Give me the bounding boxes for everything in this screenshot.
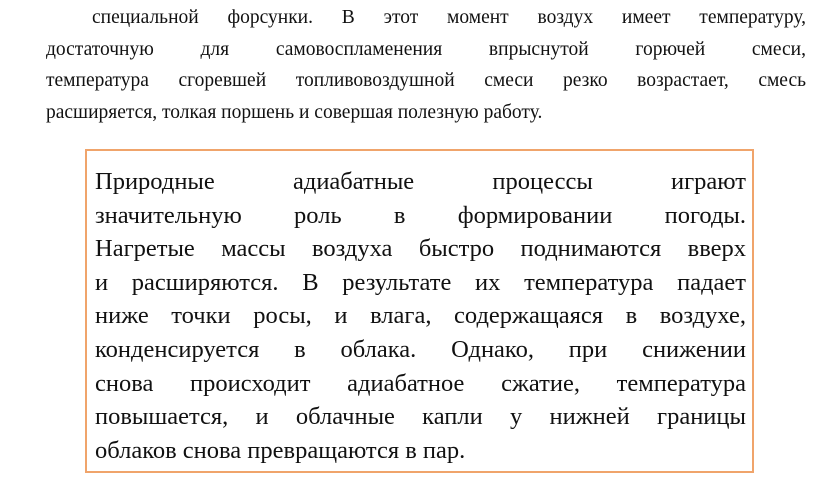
- callout-line: повышается, и облачные капли у нижней границы: [95, 403, 746, 431]
- body-paragraph: [46, 2, 806, 128]
- paragraph-line: температура сгоревшей топливовоздушной смеси резко возрастает, смесь: [46, 70, 806, 91]
- callout-line: и расширяются. В результате их температура падает: [95, 268, 746, 296]
- paragraph-line: специальной форсунки. В этот момент воздух имеет температуру,: [92, 7, 806, 28]
- callout-text: [95, 165, 746, 467]
- callout-line: конденсируется в облака. Однако, при снижении: [95, 335, 746, 363]
- callout-line: снова происходит адиабатное сжатие, температура: [95, 369, 746, 397]
- paragraph-line: расширяется, толкая поршень и совершая полезную работу.: [46, 101, 543, 123]
- paragraph-line: достаточную для самовоспламенения впрыснутой горючей смеси,: [46, 38, 806, 60]
- callout-line: ниже точки росы, и влага, содержащаяся в воздухе,: [95, 302, 746, 330]
- callout-line: Нагретые массы воздуха быстро поднимаются вверх: [95, 235, 746, 263]
- callout-box: [85, 149, 754, 473]
- callout-line: облаков снова превращаются в пар.: [95, 436, 466, 464]
- callout-line: значительную роль в формировании погоды.: [95, 201, 746, 229]
- callout-line: Природные адиабатные процессы играют: [95, 168, 746, 195]
